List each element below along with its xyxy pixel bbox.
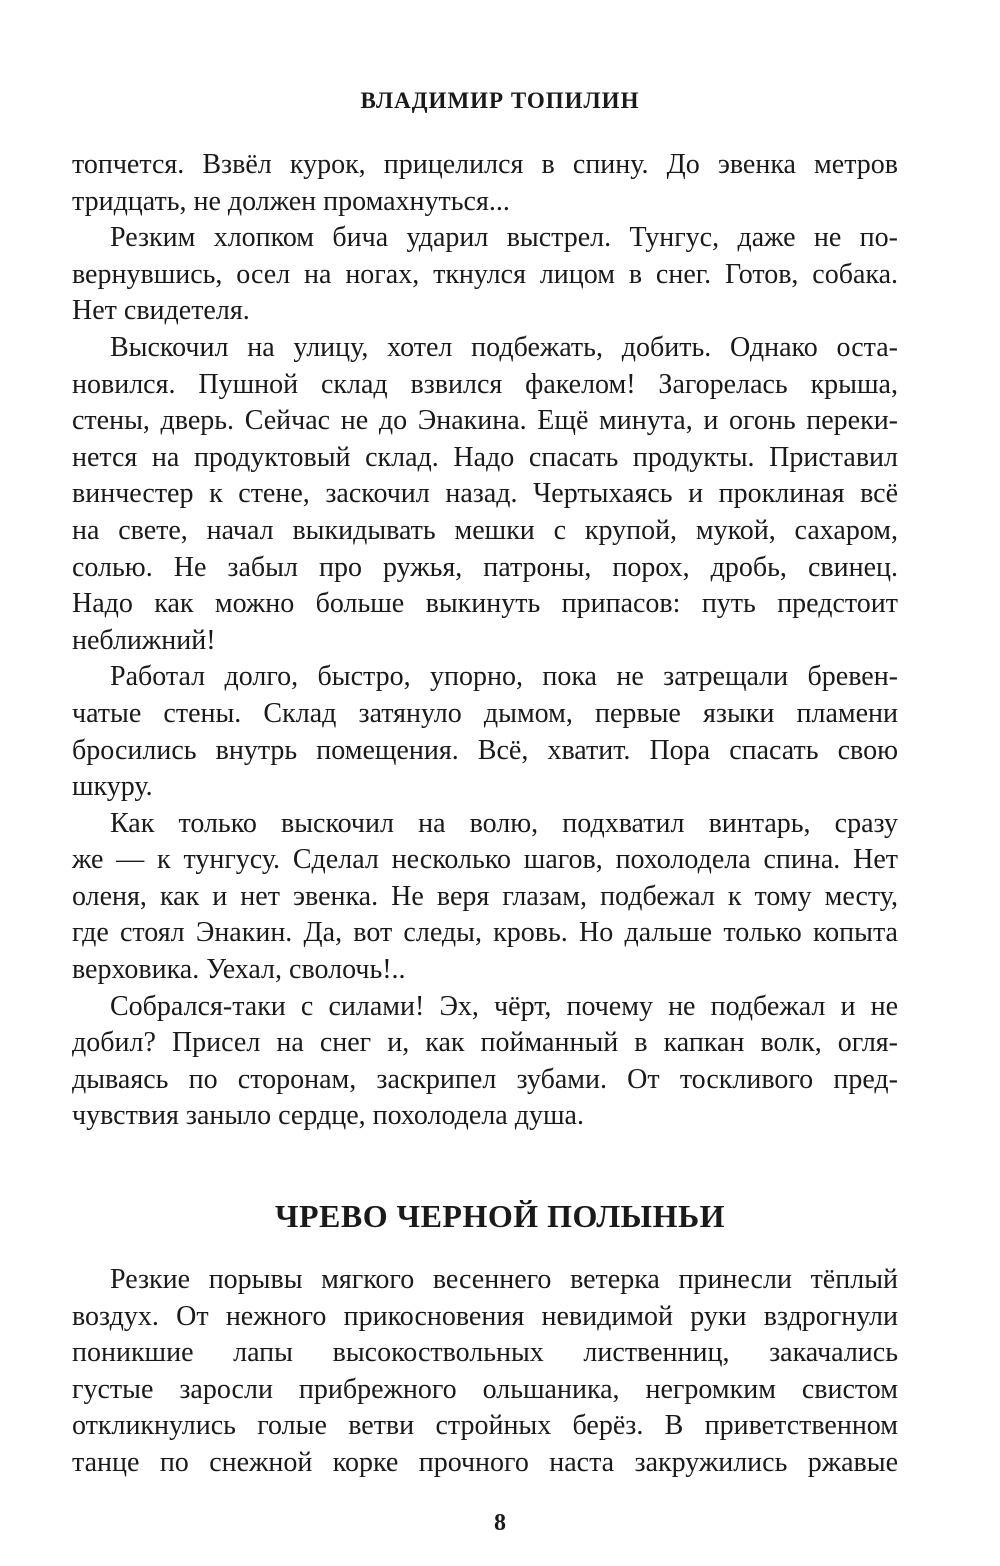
text-line: танце по снежной корке прочного наста закружились ржавые [72, 1446, 898, 1478]
text-line: Выскочил на улицу, хотел подбежать, добить. Однако оста- [110, 331, 898, 363]
text-line: Резкие порывы мягкого весеннего ветерка принесли тёплый [110, 1264, 898, 1295]
text-line: поникшие лапы высокоствольных лиственниц, закачались [72, 1337, 898, 1369]
chapter-title: ЧРЕВО ЧЕРНОЙ ПОЛЫНЬИ [274, 1198, 726, 1234]
chapter-text [72, 1262, 898, 1482]
text-line: солью. Не забыл про ружья, патроны, порох, дробь, свинец. [72, 551, 898, 583]
text-line: Нет свидетеля. [72, 295, 250, 327]
body-text [72, 147, 898, 1135]
text-line: откликнулись голые ветви стройных берёз. В приветственном [72, 1410, 898, 1442]
text-line: вернувшись, осел на ногах, ткнулся лицом в снег. Готов, собака. [72, 258, 898, 290]
text-line: Собрался-таки с силами! Эх, чёрт, почему не подбежал и не [110, 990, 898, 1022]
text-line: же — к тунгусу. Сделал несколько шагов, похолодела спина. Нет [72, 844, 898, 876]
text-line: Резким хлопком бича ударил выстрел. Тунгус, даже не по- [110, 222, 898, 254]
text-line: неближний! [72, 624, 216, 656]
text-line: оленя, как и нет эвенка. Не веря глазам, подбежал к тому месту, [72, 880, 898, 912]
text-line: густые заросли прибрежного ольшаника, негромким свистом [72, 1373, 898, 1405]
text-line: винчестер к стене, заскочил назад. Чертыхаясь и проклиная всё [72, 478, 898, 510]
text-line: чувствия заныло сердце, похолодела душа. [72, 1100, 584, 1132]
text-line: бросились внутрь помещения. Всё, хватит. Пора спасать свою [72, 734, 898, 766]
text-line: верховика. Уехал, сволочь!.. [72, 954, 406, 986]
text-line: дываясь по сторонам, заскрипел зубами. От тоскливого пред- [72, 1063, 898, 1095]
text-line: на свете, начал выкидывать мешки с крупой, мукой, сахаром, [72, 514, 898, 546]
text-line: топчется. Взвёл курок, прицелился в спину. До эвенка метров [72, 149, 898, 180]
text-line: воздух. От нежного прикосновения невидимой руки вздрогнули [72, 1300, 898, 1332]
text-line: стены, дверь. Сейчас не до Энакина. Ещё минута, и огонь переки- [72, 405, 898, 437]
text-line: шкуру. [72, 771, 153, 803]
text-line: Работал долго, быстро, упорно, пока не затрещали бревен- [110, 661, 898, 693]
text-line: нется на продуктовый склад. Надо спасать продукты. Приставил [72, 441, 898, 473]
text-line: где стоял Энакин. Да, вот следы, кровь. Но дальше только копыта [72, 917, 898, 949]
text-line: тридцать, не должен промахнуться... [72, 185, 510, 217]
text-line: добил? Присел на снег и, как пойманный в капкан волк, огля- [72, 1027, 898, 1059]
text-line: Надо как можно больше выкинуть припасов: путь предстоит [72, 588, 898, 620]
page-number: 8 [494, 1510, 506, 1536]
running-header: ВЛАДИМИР ТОПИЛИН [360, 88, 640, 113]
text-line: Как только выскочил на волю, подхватил винтарь, сразу [110, 807, 898, 839]
text-line: чатые стены. Склад затянуло дымом, первые языки пламени [72, 697, 898, 729]
text-line: новился. Пушной склад взвился факелом! Загорелась крыша, [72, 368, 898, 400]
